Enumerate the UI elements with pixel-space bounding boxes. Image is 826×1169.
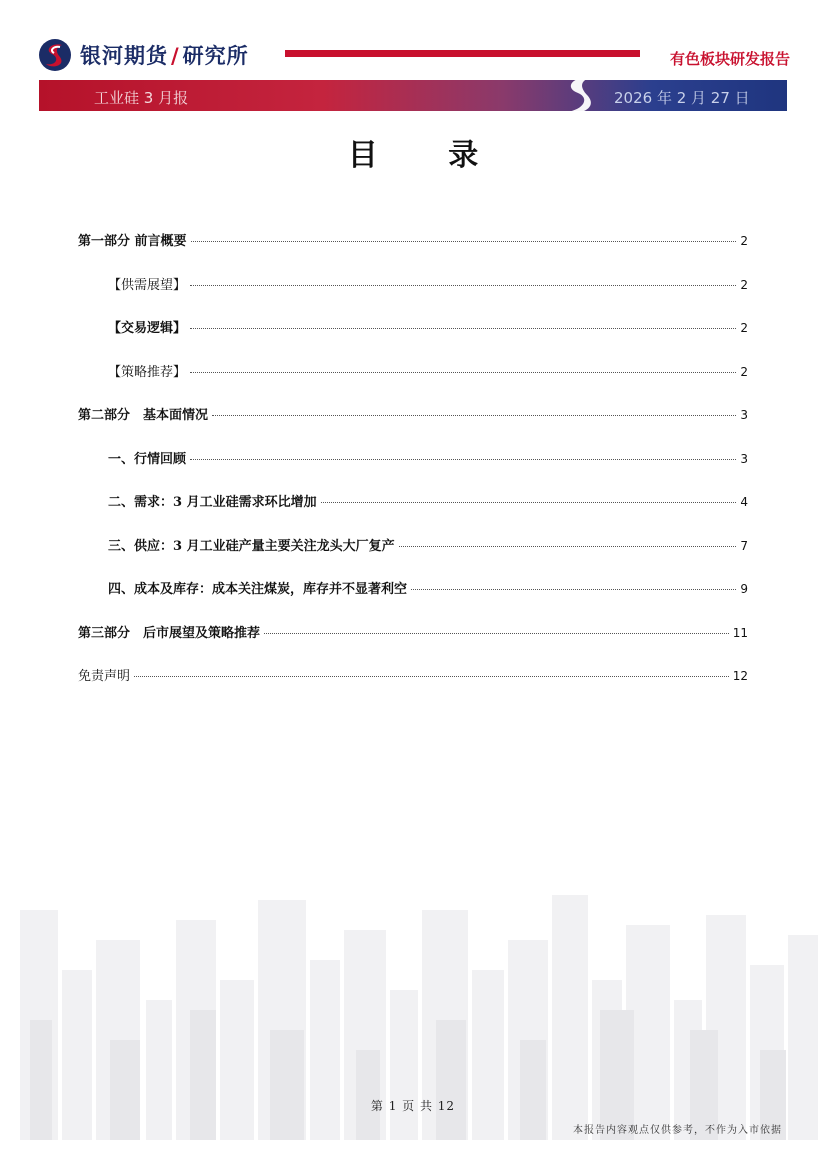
galaxy-logo-icon xyxy=(38,38,72,72)
toc-leader-dots xyxy=(191,241,737,242)
report-date: 2026 年 2 月 27 日 xyxy=(614,89,750,107)
toc-leader-dots xyxy=(190,285,736,286)
toc-entry-label: 【策略推荐】 xyxy=(108,364,187,380)
toc-entry-page: 2 xyxy=(740,321,748,335)
toc-leader-dots xyxy=(190,372,736,373)
toc-entry-label: 四、成本及库存：成本关注煤炭，库存并不显著利空 xyxy=(108,582,408,597)
toc-entry-page: 11 xyxy=(732,625,748,640)
toc-entry-disclaimer[interactable] xyxy=(78,665,748,709)
brand-institute: 研究所 xyxy=(182,44,249,68)
toc-entry-page: 3 xyxy=(740,451,748,466)
toc-entry-label: 三、供应：3 月工业硅产量主要关注龙头大厂复产 xyxy=(108,538,395,554)
toc-entry-page: 7 xyxy=(740,538,748,553)
toc-entry-label: 第三部分 后市展望及策略推荐 xyxy=(78,625,261,641)
toc-entry-part-two[interactable] xyxy=(78,404,748,448)
toc-leader-dots xyxy=(190,328,736,329)
toc-entry-label: 一、行情回顾 xyxy=(108,451,187,467)
toc-entry-cost-inventory[interactable] xyxy=(78,578,748,622)
toc-leader-dots xyxy=(264,633,729,634)
toc-entry-market-review[interactable] xyxy=(78,448,748,492)
header-accent-bar xyxy=(285,50,640,57)
brand-slash: / xyxy=(171,44,180,68)
toc-entry-supply[interactable] xyxy=(78,535,748,579)
toc-entry-page: 2 xyxy=(740,364,748,379)
toc-leader-dots xyxy=(411,589,736,590)
toc-leader-dots xyxy=(190,459,736,460)
toc-entry-page: 2 xyxy=(740,234,748,248)
toc-entry-page: 9 xyxy=(740,582,748,596)
toc-entry-strategy[interactable] xyxy=(78,361,748,405)
toc-entry-label: 【交易逻辑】 xyxy=(108,321,187,336)
toc-leader-dots xyxy=(212,415,736,416)
toc-leader-dots xyxy=(399,546,737,547)
page-title: 目 录 xyxy=(347,138,509,173)
page-number: 第 1 页 共 12 xyxy=(370,1099,456,1113)
swoosh-logo-icon xyxy=(560,74,600,116)
table-of-contents xyxy=(78,230,748,709)
toc-entry-page: 12 xyxy=(732,669,748,683)
report-type: 有色板块研发报告 xyxy=(669,50,790,68)
toc-entry-label: 第二部分 基本面情况 xyxy=(78,408,209,423)
toc-entry-part-one[interactable] xyxy=(78,230,748,274)
toc-leader-dots xyxy=(321,502,737,503)
toc-entry-page: 3 xyxy=(740,408,748,422)
toc-entry-label: 第一部分 前言概要 xyxy=(78,234,187,249)
toc-entry-part-three[interactable] xyxy=(78,622,748,666)
toc-entry-page: 4 xyxy=(740,495,748,509)
footer-disclaimer: 本报告内容观点仅供参考，不作为入市依据 xyxy=(573,1125,782,1136)
report-title: 工业硅 3 月报 xyxy=(94,89,189,107)
toc-entry-page: 2 xyxy=(740,277,748,292)
toc-entry-label: 免责声明 xyxy=(78,669,131,684)
toc-entry-supply-demand-outlook[interactable] xyxy=(78,274,748,318)
brand-name xyxy=(80,40,249,70)
toc-entry-demand[interactable] xyxy=(78,491,748,535)
brand-company: 银河期货 xyxy=(80,44,168,68)
toc-leader-dots xyxy=(134,676,729,677)
toc-entry-label: 【供需展望】 xyxy=(108,277,187,293)
toc-entry-label: 二、需求：3 月工业硅需求环比增加 xyxy=(108,495,317,510)
toc-entry-trading-logic[interactable] xyxy=(78,317,748,361)
